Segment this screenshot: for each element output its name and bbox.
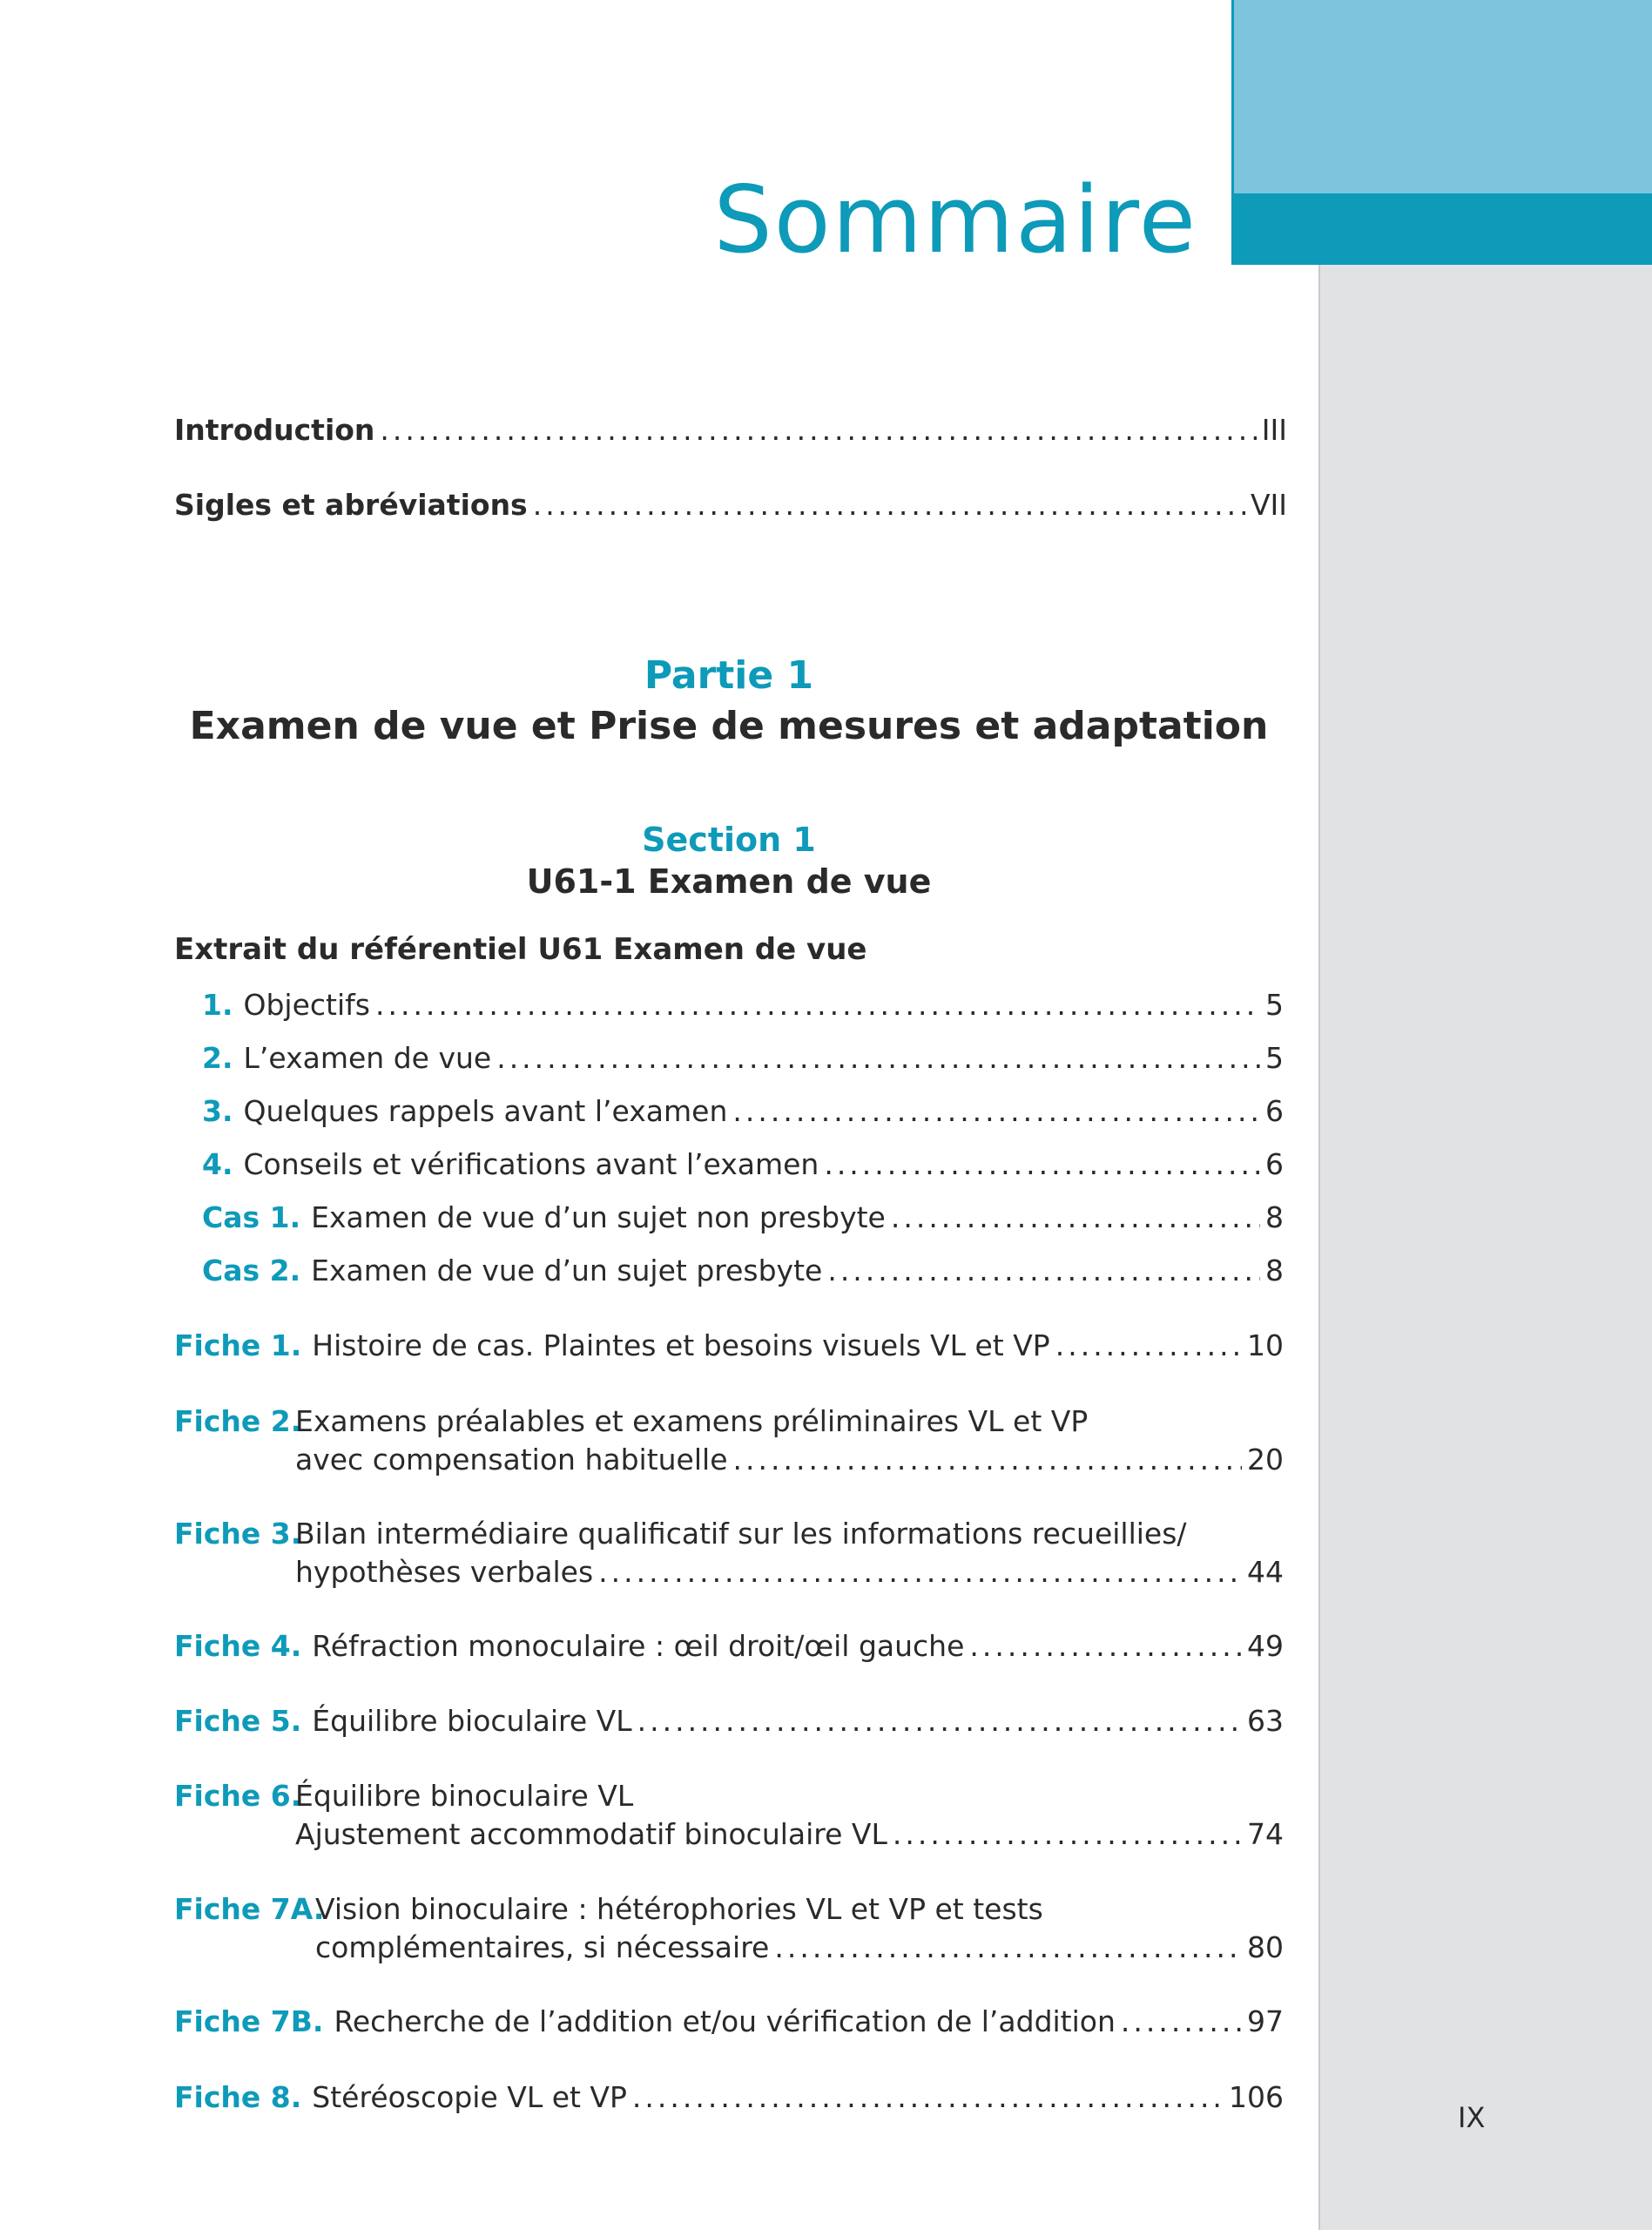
toc-entry-fiche-7b[interactable] — [174, 2003, 1284, 2041]
page-number: IX — [1458, 2101, 1486, 2134]
fiche-label: Fiche 5. — [174, 1704, 302, 1738]
toc-entry-objectifs[interactable] — [202, 986, 1284, 1024]
toc-entry-label-line1: Bilan intermédiaire qualificatif sur les informations recueillies/ — [295, 1517, 1187, 1551]
header-accent-light — [1231, 0, 1652, 193]
toc-entry-fiche-5[interactable] — [174, 1702, 1284, 1740]
dot-leader — [632, 2078, 1224, 2117]
dot-leader — [774, 1929, 1242, 1967]
toc-entry-label: Sigles et abréviations — [174, 488, 528, 522]
dot-leader — [891, 1199, 1260, 1237]
toc-entry-fiche-3[interactable] — [295, 1553, 1284, 1591]
part-label: Partie 1 — [644, 653, 814, 698]
dot-leader — [732, 1092, 1260, 1131]
toc-entry-number: 2. — [202, 1041, 233, 1075]
fiche-label: Fiche 2. — [174, 1404, 302, 1438]
toc-entry-conseils[interactable] — [202, 1145, 1284, 1184]
toc-entry-number: Cas 2. — [202, 1254, 301, 1287]
toc-entry-label-line2: avec compensation habituelle — [295, 1443, 728, 1477]
section-title: U61-1 Examen de vue — [526, 862, 932, 901]
page-title: Sommaire — [713, 166, 1197, 274]
dot-leader — [496, 1039, 1260, 1078]
toc-entry-page: 97 — [1247, 2004, 1284, 2038]
toc-entry-page: 49 — [1247, 1629, 1284, 1663]
dot-leader — [893, 1815, 1242, 1854]
side-margin-band — [1318, 0, 1652, 2230]
toc-entry-page: 44 — [1247, 1555, 1284, 1589]
toc-entry-page: 20 — [1247, 1443, 1284, 1477]
toc-entry-label: Introduction — [174, 413, 375, 447]
toc-entry-page: 10 — [1247, 1328, 1284, 1362]
toc-entry-fiche-1[interactable] — [174, 1327, 1284, 1365]
toc-entry-cas-1[interactable] — [202, 1199, 1284, 1237]
toc-entry-examen-de-vue[interactable] — [202, 1039, 1284, 1078]
toc-entry-number: 3. — [202, 1094, 233, 1128]
toc-entry-label: Stéréoscopie VL et VP — [312, 2080, 627, 2114]
toc-entry-fiche-6[interactable] — [295, 1815, 1284, 1854]
toc-entry-fiche-2[interactable] — [295, 1441, 1284, 1479]
dot-leader — [733, 1441, 1243, 1479]
fiche-label: Fiche 7A. — [174, 1892, 325, 1926]
toc-entry-number: 4. — [202, 1147, 233, 1181]
fiche-label: Fiche 7B. — [174, 2004, 324, 2038]
toc-entry-cas-2[interactable] — [202, 1252, 1284, 1290]
dot-leader — [1055, 1327, 1242, 1365]
dot-leader — [533, 486, 1245, 524]
toc-entry-label: Quelques rappels avant l’examen — [243, 1094, 728, 1128]
toc-entry-number: 1. — [202, 988, 233, 1022]
toc-entry-number: Cas 1. — [202, 1200, 301, 1234]
toc-entry-page: III — [1261, 413, 1287, 447]
toc-entry-label: Objectifs — [243, 988, 370, 1022]
toc-entry-label: Conseils et vérifications avant l’examen — [243, 1147, 819, 1181]
toc-entry-label: L’examen de vue — [243, 1041, 492, 1075]
toc-entry-page: 5 — [1265, 1041, 1284, 1075]
fiche-label: Fiche 3. — [174, 1517, 302, 1551]
fiche-label: Fiche 6. — [174, 1779, 302, 1813]
toc-entry-page: 63 — [1247, 1704, 1284, 1738]
toc-entry-fiche-4[interactable] — [174, 1627, 1284, 1666]
toc-entry-label-line2: hypothèses verbales — [295, 1555, 594, 1589]
toc-entry-label-line1: Vision binoculaire : hétérophories VL et VP et tests — [315, 1892, 1043, 1926]
dot-leader — [380, 411, 1256, 449]
dot-leader — [827, 1252, 1260, 1290]
toc-entry-label: Réfraction monoculaire : œil droit/œil gauche — [312, 1629, 965, 1663]
toc-entry-label-line2: Ajustement accommodatif binoculaire VL — [295, 1817, 887, 1851]
header-accent-dark — [1231, 193, 1652, 265]
toc-entry-page: VII — [1250, 488, 1287, 522]
toc-entry-page: 8 — [1265, 1254, 1284, 1287]
part-title: Examen de vue et Prise de mesures et adaptation — [189, 704, 1269, 748]
dot-leader — [375, 986, 1260, 1024]
dot-leader — [824, 1145, 1260, 1184]
toc-entry-page: 5 — [1265, 988, 1284, 1022]
toc-entry-fiche-7a[interactable] — [315, 1929, 1284, 1967]
dot-leader — [598, 1553, 1242, 1591]
toc-entry-page: 106 — [1229, 2080, 1284, 2114]
fiche-label: Fiche 1. — [174, 1328, 302, 1362]
fiche-label: Fiche 8. — [174, 2080, 302, 2114]
toc-entry-fiche-8[interactable] — [174, 2078, 1284, 2117]
toc-entry-label: Examen de vue d’un sujet presbyte — [311, 1254, 823, 1287]
toc-entry-label-line1: Équilibre binoculaire VL — [295, 1779, 634, 1813]
toc-entry-label: Recherche de l’addition et/ou vérification de l’addition — [334, 2004, 1116, 2038]
toc-entry-page: 6 — [1265, 1147, 1284, 1181]
fiche-label: Fiche 4. — [174, 1629, 302, 1663]
dot-leader — [1121, 2003, 1242, 2041]
extract-heading: Extrait du référentiel U61 Examen de vue — [174, 932, 867, 967]
dot-leader — [637, 1702, 1242, 1740]
toc-entry-sigles[interactable] — [174, 486, 1287, 524]
toc-entry-label-line1: Examens préalables et examens préliminaires VL et VP — [295, 1404, 1089, 1438]
section-label: Section 1 — [642, 821, 816, 859]
toc-entry-page: 6 — [1265, 1094, 1284, 1128]
toc-entry-page: 74 — [1247, 1817, 1284, 1851]
toc-entry-label: Examen de vue d’un sujet non presbyte — [311, 1200, 886, 1234]
dot-leader — [969, 1627, 1242, 1666]
toc-entry-label: Histoire de cas. Plaintes et besoins visuels VL et VP — [312, 1328, 1050, 1362]
toc-entry-page: 8 — [1265, 1200, 1284, 1234]
toc-entry-page: 80 — [1247, 1930, 1284, 1964]
toc-entry-label-line2: complémentaires, si nécessaire — [315, 1930, 770, 1964]
toc-entry-label: Équilibre bioculaire VL — [312, 1704, 632, 1738]
toc-entry-introduction[interactable] — [174, 411, 1287, 449]
toc-entry-rappels[interactable] — [202, 1092, 1284, 1131]
